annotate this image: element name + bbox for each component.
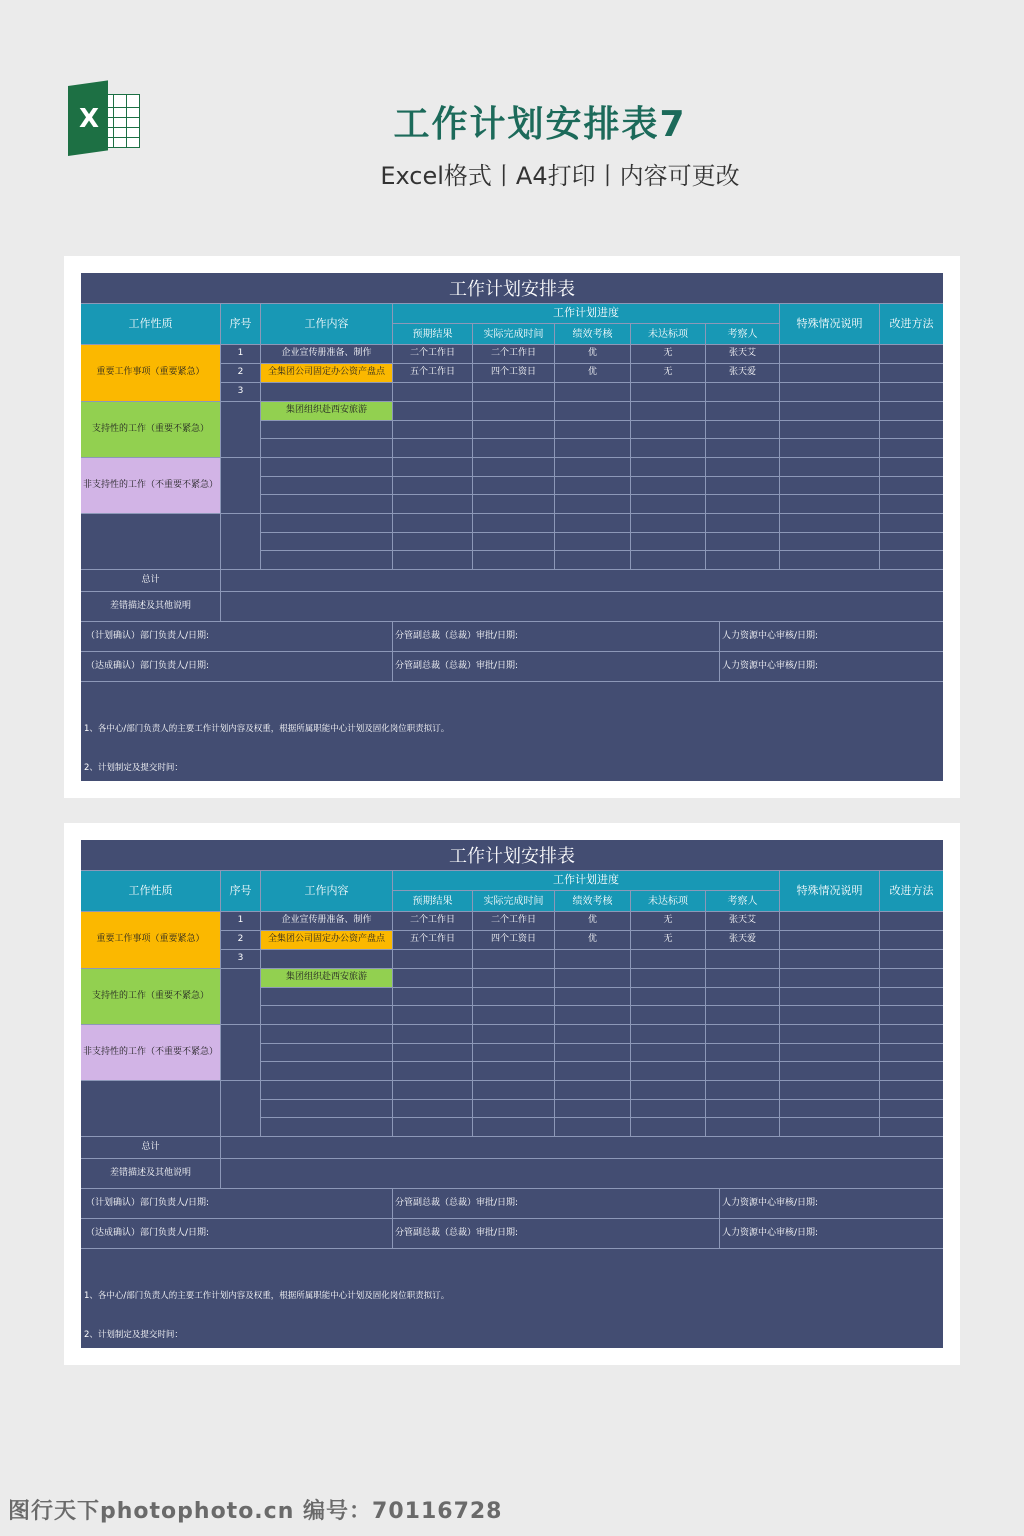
empty-cell (555, 477, 631, 495)
sheet-preview-2 (64, 823, 960, 1365)
total-label: 总计 (81, 1137, 221, 1159)
error-desc-label: 差错描述及其他说明 (81, 1159, 221, 1189)
empty-cell (473, 551, 555, 570)
seq-cell: 3 (221, 383, 261, 402)
empty-cell (706, 950, 780, 969)
category-blank (81, 1081, 221, 1137)
sign-done-hr: 人力资源中心审核/日期: (720, 1219, 943, 1249)
header-expected: 预期结果 (393, 891, 473, 912)
empty-cell (393, 495, 473, 514)
empty-cell (706, 477, 780, 495)
empty-cell (706, 1081, 780, 1100)
unmet-cell: 无 (631, 345, 706, 364)
empty-cell (631, 950, 706, 969)
empty-cell (706, 402, 780, 421)
header-unmet: 未达标项 (631, 324, 706, 345)
error-desc-label: 差错描述及其他说明 (81, 592, 221, 622)
empty-cell (473, 1062, 555, 1081)
sign-plan-vp: 分管副总裁（总裁）审批/日期: (393, 622, 720, 652)
empty-cell (880, 402, 943, 421)
sign-plan-dept: （计划确认）部门负责人/日期: (81, 1189, 393, 1219)
seq-cell (221, 1025, 261, 1081)
category-non-supporting: 非支持性的工作（不重要不紧急） (81, 1025, 221, 1081)
empty-cell (261, 533, 393, 551)
empty-cell (780, 950, 880, 969)
empty-cell (880, 551, 943, 570)
empty-cell (706, 1044, 780, 1062)
empty-cell (880, 912, 943, 931)
empty-cell (473, 458, 555, 477)
sign-plan-hr: 人力资源中心审核/日期: (720, 622, 943, 652)
empty-cell (631, 383, 706, 402)
empty-cell (473, 402, 555, 421)
empty-cell (880, 364, 943, 383)
empty-cell (393, 458, 473, 477)
category-important: 重要工作事项（重要紧急） (81, 345, 221, 402)
seq-cell (221, 458, 261, 514)
empty-cell (555, 383, 631, 402)
empty-cell (473, 950, 555, 969)
empty-cell (706, 1100, 780, 1118)
empty-cell (706, 458, 780, 477)
empty-cell (473, 1044, 555, 1062)
empty-cell (473, 1081, 555, 1100)
empty-cell (473, 439, 555, 458)
header-performance: 绩效考核 (555, 891, 631, 912)
total-value (221, 570, 943, 592)
sign-plan-dept: （计划确认）部门负责人/日期: (81, 622, 393, 652)
empty-cell (473, 1118, 555, 1137)
empty-cell (706, 1025, 780, 1044)
empty-cell (473, 1025, 555, 1044)
actual-cell: 二个工作日 (473, 345, 555, 364)
sign-plan-hr: 人力资源中心审核/日期: (720, 1189, 943, 1219)
empty-cell (555, 439, 631, 458)
empty-cell (880, 345, 943, 364)
excel-icon: X (68, 86, 142, 156)
empty-cell (393, 1118, 473, 1137)
empty-cell (555, 1100, 631, 1118)
empty-cell (631, 533, 706, 551)
error-desc-value (221, 592, 943, 622)
empty-cell (393, 551, 473, 570)
empty-cell (555, 402, 631, 421)
empty-cell (473, 383, 555, 402)
header-unmet: 未达标项 (631, 891, 706, 912)
content-cell: 企业宣传册准备、制作 (261, 345, 393, 364)
perf-cell: 优 (555, 931, 631, 950)
empty-cell (473, 533, 555, 551)
empty-cell (473, 969, 555, 988)
empty-cell (780, 477, 880, 495)
empty-cell (555, 1025, 631, 1044)
empty-cell (780, 495, 880, 514)
empty-cell (706, 1118, 780, 1137)
empty-cell (780, 988, 880, 1006)
header-special: 特殊情况说明 (780, 871, 880, 912)
content-cell: 企业宣传册准备、制作 (261, 912, 393, 931)
page-title: 工作计划安排表7 (393, 104, 687, 145)
empty-cell (555, 421, 631, 439)
empty-cell (631, 1006, 706, 1025)
empty-cell (780, 533, 880, 551)
empty-cell (393, 1025, 473, 1044)
empty-cell (473, 988, 555, 1006)
seq-cell (221, 969, 261, 1025)
empty-cell (473, 477, 555, 495)
header-reviewer: 考察人 (706, 891, 780, 912)
empty-cell (706, 439, 780, 458)
sign-plan-vp: 分管副总裁（总裁）审批/日期: (393, 1189, 720, 1219)
empty-cell (880, 421, 943, 439)
empty-cell (880, 1006, 943, 1025)
empty-cell (393, 383, 473, 402)
seq-cell: 3 (221, 950, 261, 969)
empty-cell (780, 1081, 880, 1100)
empty-cell (261, 551, 393, 570)
worksheet (81, 273, 943, 781)
empty-cell (780, 458, 880, 477)
empty-cell (393, 402, 473, 421)
empty-cell (261, 1100, 393, 1118)
header-progress: 工作计划进度 (393, 871, 780, 891)
expected-cell: 五个工作日 (393, 364, 473, 383)
empty-cell (393, 1081, 473, 1100)
note-line: 2、计划制定及提交时间： (84, 763, 183, 773)
empty-cell (780, 1025, 880, 1044)
empty-cell (261, 1081, 393, 1100)
note-line: 1、各中心/部门负责人的主要工作计划内容及权重，根据所属职能中心计划及固化岗位职责拟订。 (84, 1291, 450, 1301)
empty-cell (555, 1044, 631, 1062)
sign-done-hr: 人力资源中心审核/日期: (720, 652, 943, 682)
empty-cell (780, 1006, 880, 1025)
category-important: 重要工作事项（重要紧急） (81, 912, 221, 969)
empty-cell (555, 495, 631, 514)
empty-cell (261, 1044, 393, 1062)
note-line: 1、各中心/部门负责人的主要工作计划内容及权重，根据所属职能中心计划及固化岗位职责拟订。 (84, 724, 450, 734)
header-reviewer: 考察人 (706, 324, 780, 345)
empty-cell (706, 383, 780, 402)
empty-cell (880, 969, 943, 988)
content-cell: 集团组织赴西安旅游 (261, 402, 393, 421)
empty-cell (261, 495, 393, 514)
empty-cell (261, 514, 393, 533)
empty-cell (393, 988, 473, 1006)
actual-cell: 二个工作日 (473, 912, 555, 931)
empty-cell (261, 421, 393, 439)
header-actual-time: 实际完成时间 (473, 324, 555, 345)
empty-cell (473, 421, 555, 439)
empty-cell (261, 1025, 393, 1044)
empty-cell (473, 495, 555, 514)
empty-cell (780, 912, 880, 931)
empty-cell (780, 514, 880, 533)
empty-cell (393, 1006, 473, 1025)
empty-cell (261, 950, 393, 969)
empty-cell (631, 1118, 706, 1137)
header-actual-time: 实际完成时间 (473, 891, 555, 912)
header-nature: 工作性质 (81, 871, 221, 912)
empty-cell (393, 1062, 473, 1081)
header-seq: 序号 (221, 871, 261, 912)
empty-cell (880, 1118, 943, 1137)
empty-cell (261, 458, 393, 477)
notes-block (84, 697, 934, 781)
perf-cell: 优 (555, 345, 631, 364)
empty-cell (631, 439, 706, 458)
empty-cell (631, 1044, 706, 1062)
sign-done-vp: 分管副总裁（总裁）审批/日期: (393, 652, 720, 682)
category-non-supporting: 非支持性的工作（不重要不紧急） (81, 458, 221, 514)
error-desc-value (221, 1159, 943, 1189)
expected-cell: 二个工作日 (393, 345, 473, 364)
content-cell: 集团组织赴西安旅游 (261, 969, 393, 988)
empty-cell (631, 1062, 706, 1081)
header-seq: 序号 (221, 304, 261, 345)
empty-cell (706, 1062, 780, 1081)
empty-cell (780, 364, 880, 383)
empty-cell (780, 345, 880, 364)
total-value (221, 1137, 943, 1159)
empty-cell (780, 969, 880, 988)
empty-cell (555, 1118, 631, 1137)
header-improve: 改进方法 (880, 871, 943, 912)
empty-cell (631, 969, 706, 988)
empty-cell (631, 988, 706, 1006)
empty-cell (880, 458, 943, 477)
empty-cell (880, 1025, 943, 1044)
empty-cell (555, 988, 631, 1006)
empty-cell (555, 969, 631, 988)
empty-cell (393, 477, 473, 495)
header-expected: 预期结果 (393, 324, 473, 345)
empty-cell (880, 931, 943, 950)
reviewer-cell: 张天爱 (706, 931, 780, 950)
empty-cell (780, 421, 880, 439)
watermark: 图行天下photophoto.cn 编号：70116728 (8, 1499, 503, 1524)
empty-cell (393, 1044, 473, 1062)
header-progress: 工作计划进度 (393, 304, 780, 324)
empty-cell (706, 1006, 780, 1025)
empty-cell (780, 383, 880, 402)
content-cell: 全集团公司固定办公资产盘点 (261, 364, 393, 383)
total-label: 总计 (81, 570, 221, 592)
sign-done-dept: （达成确认）部门负责人/日期: (81, 1219, 393, 1249)
empty-cell (706, 495, 780, 514)
empty-cell (706, 551, 780, 570)
empty-cell (631, 1025, 706, 1044)
sheet-title: 工作计划安排表 (81, 273, 943, 304)
empty-cell (555, 1081, 631, 1100)
unmet-cell: 无 (631, 931, 706, 950)
empty-cell (880, 1062, 943, 1081)
empty-cell (393, 533, 473, 551)
empty-cell (555, 1062, 631, 1081)
empty-cell (880, 1081, 943, 1100)
reviewer-cell: 张天艾 (706, 912, 780, 931)
empty-cell (261, 439, 393, 458)
empty-cell (393, 421, 473, 439)
header-nature: 工作性质 (81, 304, 221, 345)
category-supporting: 支持性的工作（重要不紧急） (81, 969, 221, 1025)
empty-cell (631, 421, 706, 439)
actual-cell: 四个工资日 (473, 931, 555, 950)
empty-cell (261, 1118, 393, 1137)
sheet-title: 工作计划安排表 (81, 840, 943, 871)
empty-cell (880, 1044, 943, 1062)
header-improve: 改进方法 (880, 304, 943, 345)
seq-cell (221, 1081, 261, 1137)
empty-cell (706, 988, 780, 1006)
content-cell: 全集团公司固定办公资产盘点 (261, 931, 393, 950)
worksheet (81, 840, 943, 1348)
header-content: 工作内容 (261, 871, 393, 912)
empty-cell (393, 514, 473, 533)
empty-cell (880, 1100, 943, 1118)
perf-cell: 优 (555, 912, 631, 931)
seq-cell: 2 (221, 931, 261, 950)
seq-cell: 1 (221, 912, 261, 931)
seq-cell: 2 (221, 364, 261, 383)
actual-cell: 四个工资日 (473, 364, 555, 383)
empty-cell (393, 439, 473, 458)
empty-cell (393, 950, 473, 969)
empty-cell (780, 551, 880, 570)
empty-cell (555, 458, 631, 477)
empty-cell (631, 477, 706, 495)
empty-cell (780, 402, 880, 421)
sign-done-dept: （达成确认）部门负责人/日期: (81, 652, 393, 682)
expected-cell: 五个工作日 (393, 931, 473, 950)
unmet-cell: 无 (631, 912, 706, 931)
empty-cell (261, 1062, 393, 1081)
seq-cell (221, 402, 261, 458)
reviewer-cell: 张天爱 (706, 364, 780, 383)
empty-cell (631, 458, 706, 477)
category-blank (81, 514, 221, 570)
empty-cell (880, 988, 943, 1006)
empty-cell (261, 1006, 393, 1025)
empty-cell (880, 477, 943, 495)
empty-cell (880, 533, 943, 551)
empty-cell (706, 533, 780, 551)
empty-cell (780, 1044, 880, 1062)
empty-cell (706, 421, 780, 439)
header-performance: 绩效考核 (555, 324, 631, 345)
empty-cell (261, 477, 393, 495)
empty-cell (880, 495, 943, 514)
header-special: 特殊情况说明 (780, 304, 880, 345)
empty-cell (631, 495, 706, 514)
empty-cell (880, 514, 943, 533)
empty-cell (473, 514, 555, 533)
empty-cell (631, 1081, 706, 1100)
empty-cell (706, 514, 780, 533)
sign-done-vp: 分管副总裁（总裁）审批/日期: (393, 1219, 720, 1249)
empty-cell (555, 533, 631, 551)
page-subtitle: Excel格式丨A4打印丨内容可更改 (380, 162, 740, 190)
expected-cell: 二个工作日 (393, 912, 473, 931)
empty-cell (631, 514, 706, 533)
empty-cell (261, 383, 393, 402)
empty-cell (631, 402, 706, 421)
empty-cell (780, 1062, 880, 1081)
perf-cell: 优 (555, 364, 631, 383)
empty-cell (555, 514, 631, 533)
category-supporting: 支持性的工作（重要不紧急） (81, 402, 221, 458)
empty-cell (393, 1100, 473, 1118)
empty-cell (555, 1006, 631, 1025)
seq-cell (221, 514, 261, 570)
header-content: 工作内容 (261, 304, 393, 345)
empty-cell (631, 1100, 706, 1118)
empty-cell (780, 931, 880, 950)
sheet-preview-1 (64, 256, 960, 798)
notes-block (84, 1264, 934, 1348)
empty-cell (780, 1118, 880, 1137)
empty-cell (393, 969, 473, 988)
empty-cell (555, 551, 631, 570)
unmet-cell: 无 (631, 364, 706, 383)
empty-cell (880, 383, 943, 402)
empty-cell (555, 950, 631, 969)
empty-cell (261, 988, 393, 1006)
empty-cell (473, 1100, 555, 1118)
seq-cell: 1 (221, 345, 261, 364)
empty-cell (473, 1006, 555, 1025)
note-line: 2、计划制定及提交时间： (84, 1330, 183, 1340)
empty-cell (880, 439, 943, 458)
empty-cell (706, 969, 780, 988)
reviewer-cell: 张天艾 (706, 345, 780, 364)
empty-cell (631, 551, 706, 570)
empty-cell (780, 439, 880, 458)
empty-cell (880, 950, 943, 969)
empty-cell (780, 1100, 880, 1118)
